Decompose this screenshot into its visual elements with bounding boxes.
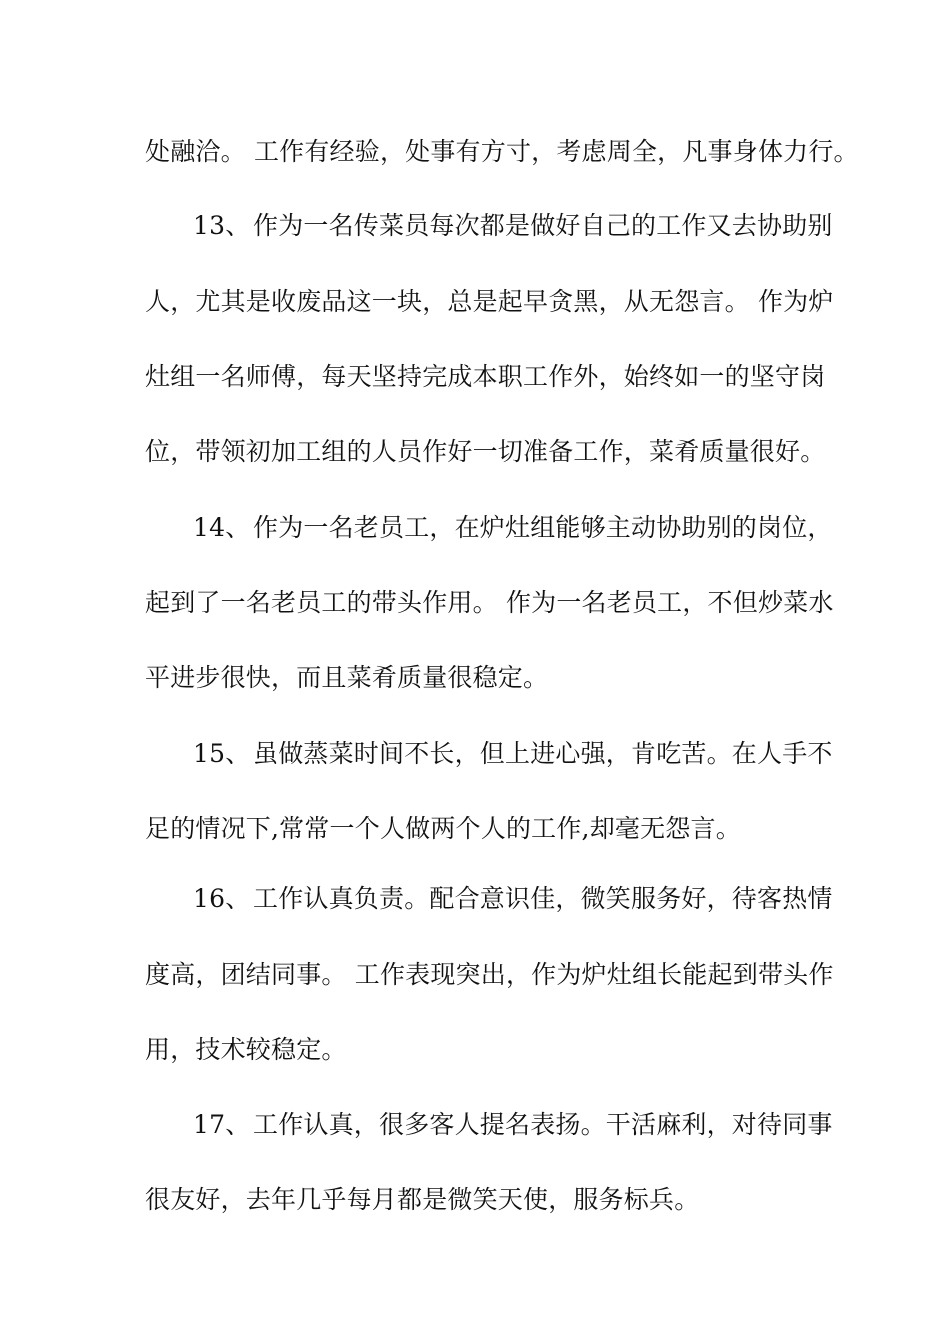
text-line	[145, 1034, 825, 1066]
text-line	[145, 1184, 825, 1216]
line-text: 虽做蒸菜时间不长，但上进心强，肯吃苦。在人手不	[253, 739, 833, 768]
text-line	[145, 436, 825, 468]
item-13-line	[193, 210, 873, 242]
line-text: 灶组一名师傅，每天坚持完成本职工作外，始终如一的坚守岗	[145, 362, 826, 391]
text-line	[145, 662, 825, 694]
text-line	[145, 813, 825, 845]
text-line	[145, 361, 825, 393]
item-number: 14、	[193, 513, 251, 542]
line-text: 用，技术较稳定。	[145, 1035, 347, 1064]
line-text: 工作认真负责。配合意识佳，微笑服务好，待客热情	[253, 884, 833, 913]
item-17-line	[193, 1109, 873, 1141]
line-text: 工作认真，很多客人提名表扬。干活麻利，对待同事	[253, 1110, 833, 1139]
text-line	[145, 587, 834, 619]
item-number: 13、	[193, 211, 251, 240]
line-text: 很友好，去年几乎每月都是微笑天使，服务标兵。	[145, 1185, 700, 1214]
line-text: 位，带领初加工组的人员作好一切准备工作，菜肴质量很好。	[145, 437, 826, 466]
text-line	[145, 286, 834, 318]
item-number: 15、	[193, 739, 251, 768]
line-text: 作为一名老员工，在炉灶组能够主动协助别的岗位，	[253, 513, 833, 542]
line-text: 足的情况下,常常一个人做两个人的工作,却毫无怨言。	[145, 814, 741, 843]
item-number: 16、	[193, 884, 251, 913]
line-text: 人，尤其是收废品这一块，总是起早贪黑，从无怨言。 作为炉	[145, 287, 834, 316]
text-line	[145, 136, 859, 168]
item-number: 17、	[193, 1110, 251, 1139]
line-text: 处融洽。 工作有经验，处事有方寸，考虑周全，凡事身体力行。	[145, 137, 859, 166]
item-16-line	[193, 883, 873, 915]
item-14-line	[193, 512, 873, 544]
line-text: 度高，团结同事。 工作表现突出，作为炉灶组长能起到带头作	[145, 960, 834, 989]
line-text: 平进步很快，而且菜肴质量很稳定。	[145, 663, 549, 692]
line-text: 作为一名传菜员每次都是做好自己的工作又去协助别	[253, 211, 833, 240]
text-line	[145, 959, 834, 991]
line-text: 起到了一名老员工的带头作用。 作为一名老员工，不但炒菜水	[145, 588, 834, 617]
item-15-line	[193, 738, 873, 770]
